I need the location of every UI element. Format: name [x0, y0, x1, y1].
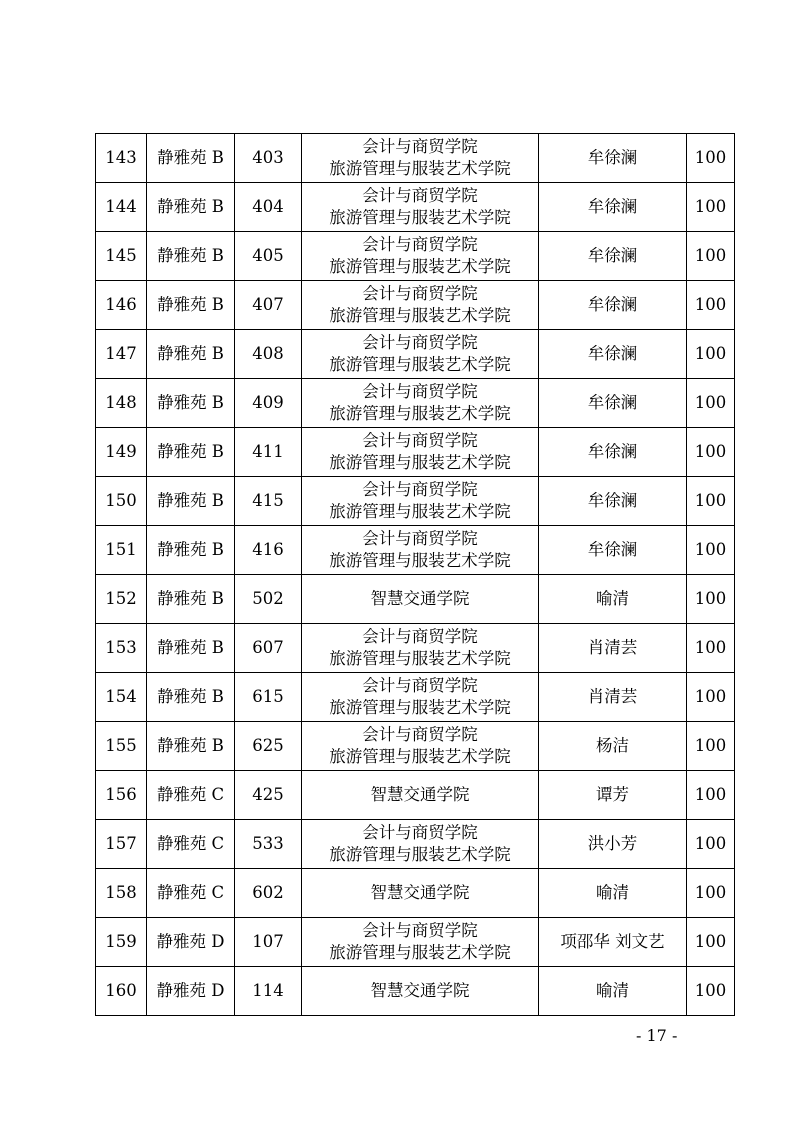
college-name-line: 旅游管理与服装艺术学院: [329, 159, 511, 178]
cell-building: 静雅苑 B: [147, 575, 235, 624]
college-name-line: 旅游管理与服装艺术学院: [329, 208, 511, 227]
table-row: [96, 869, 735, 918]
college-name-line: 旅游管理与服装艺术学院: [329, 747, 511, 766]
cell-score: 100: [687, 134, 735, 183]
cell-room: 602: [235, 869, 302, 918]
cell-college: [302, 771, 539, 820]
cell-number: 151: [96, 526, 147, 575]
college-name-line: 会计与商贸学院: [362, 235, 478, 254]
cell-manager: 牟徐澜: [539, 330, 687, 379]
cell-room: 408: [235, 330, 302, 379]
cell-building: 静雅苑 B: [147, 477, 235, 526]
dormitory-score-table: [95, 133, 735, 1016]
table-row: [96, 379, 735, 428]
college-name-line: 会计与商贸学院: [362, 921, 478, 940]
cell-manager: 牟徐澜: [539, 232, 687, 281]
cell-number: 159: [96, 918, 147, 967]
college-name-line: 旅游管理与服装艺术学院: [329, 943, 511, 962]
cell-building: 静雅苑 B: [147, 722, 235, 771]
cell-manager: 牟徐澜: [539, 134, 687, 183]
table-row: [96, 134, 735, 183]
cell-score: 100: [687, 624, 735, 673]
cell-score: 100: [687, 330, 735, 379]
cell-number: 155: [96, 722, 147, 771]
cell-college: [302, 428, 539, 477]
cell-manager: 肖清芸: [539, 673, 687, 722]
college-name-line: 会计与商贸学院: [362, 333, 478, 352]
college-name-line: 智慧交通学院: [370, 785, 470, 804]
college-name-line: 旅游管理与服装艺术学院: [329, 649, 511, 668]
college-name-line: 旅游管理与服装艺术学院: [329, 257, 511, 276]
table-row: [96, 183, 735, 232]
cell-room: 425: [235, 771, 302, 820]
cell-building: 静雅苑 C: [147, 869, 235, 918]
table-row: [96, 575, 735, 624]
college-name-line: 会计与商贸学院: [362, 529, 478, 548]
college-name-line: 旅游管理与服装艺术学院: [329, 453, 511, 472]
college-name-line: 会计与商贸学院: [362, 676, 478, 695]
cell-room: 615: [235, 673, 302, 722]
cell-score: 100: [687, 477, 735, 526]
table-row: [96, 918, 735, 967]
cell-room: 403: [235, 134, 302, 183]
table-row: [96, 673, 735, 722]
cell-building: 静雅苑 C: [147, 771, 235, 820]
cell-score: 100: [687, 379, 735, 428]
cell-building: 静雅苑 B: [147, 183, 235, 232]
table-row: [96, 820, 735, 869]
college-name-line: 会计与商贸学院: [362, 480, 478, 499]
cell-college: [302, 967, 539, 1016]
cell-room: 533: [235, 820, 302, 869]
cell-score: 100: [687, 281, 735, 330]
cell-college: [302, 183, 539, 232]
cell-college: [302, 330, 539, 379]
cell-building: 静雅苑 B: [147, 526, 235, 575]
college-name-line: 会计与商贸学院: [362, 186, 478, 205]
cell-room: 625: [235, 722, 302, 771]
college-name-line: 旅游管理与服装艺术学院: [329, 502, 511, 521]
cell-room: 404: [235, 183, 302, 232]
cell-number: 149: [96, 428, 147, 477]
table-row: [96, 526, 735, 575]
college-name-line: 会计与商贸学院: [362, 431, 478, 450]
cell-score: 100: [687, 526, 735, 575]
college-name-line: 旅游管理与服装艺术学院: [329, 306, 511, 325]
cell-number: 160: [96, 967, 147, 1016]
cell-manager: 谭芳: [539, 771, 687, 820]
table-row: [96, 722, 735, 771]
cell-score: 100: [687, 183, 735, 232]
cell-number: 146: [96, 281, 147, 330]
cell-building: 静雅苑 B: [147, 624, 235, 673]
cell-building: 静雅苑 D: [147, 918, 235, 967]
cell-number: 152: [96, 575, 147, 624]
cell-room: 502: [235, 575, 302, 624]
cell-manager: 肖清芸: [539, 624, 687, 673]
cell-college: [302, 477, 539, 526]
cell-number: 157: [96, 820, 147, 869]
college-name-line: 智慧交通学院: [370, 883, 470, 902]
table-row: [96, 624, 735, 673]
cell-score: 100: [687, 575, 735, 624]
cell-score: 100: [687, 869, 735, 918]
cell-college: [302, 232, 539, 281]
college-name-line: 旅游管理与服装艺术学院: [329, 355, 511, 374]
cell-number: 154: [96, 673, 147, 722]
cell-number: 150: [96, 477, 147, 526]
table-body: [96, 134, 735, 1016]
cell-number: 147: [96, 330, 147, 379]
cell-score: 100: [687, 967, 735, 1016]
cell-manager: 牟徐澜: [539, 183, 687, 232]
cell-college: [302, 820, 539, 869]
cell-room: 411: [235, 428, 302, 477]
cell-college: [302, 281, 539, 330]
cell-building: 静雅苑 B: [147, 281, 235, 330]
table-row: [96, 771, 735, 820]
cell-number: 144: [96, 183, 147, 232]
cell-building: 静雅苑 D: [147, 967, 235, 1016]
cell-college: [302, 624, 539, 673]
cell-college: [302, 526, 539, 575]
cell-number: 156: [96, 771, 147, 820]
cell-number: 153: [96, 624, 147, 673]
cell-manager: 牟徐澜: [539, 281, 687, 330]
cell-building: 静雅苑 B: [147, 379, 235, 428]
college-name-line: 旅游管理与服装艺术学院: [329, 845, 511, 864]
cell-manager: 项邵华 刘文艺: [539, 918, 687, 967]
cell-score: 100: [687, 771, 735, 820]
table-row: [96, 330, 735, 379]
cell-building: 静雅苑 B: [147, 134, 235, 183]
cell-building: 静雅苑 B: [147, 428, 235, 477]
cell-college: [302, 722, 539, 771]
cell-manager: 牟徐澜: [539, 379, 687, 428]
cell-building: 静雅苑 B: [147, 673, 235, 722]
college-name-line: 旅游管理与服装艺术学院: [329, 698, 511, 717]
cell-college: [302, 575, 539, 624]
cell-college: [302, 918, 539, 967]
cell-manager: 牟徐澜: [539, 526, 687, 575]
college-name-line: 会计与商贸学院: [362, 137, 478, 156]
cell-score: 100: [687, 820, 735, 869]
cell-college: [302, 869, 539, 918]
college-name-line: 旅游管理与服装艺术学院: [329, 551, 511, 570]
cell-building: 静雅苑 B: [147, 330, 235, 379]
cell-manager: 洪小芳: [539, 820, 687, 869]
page-number: - 17 -: [636, 1026, 678, 1045]
cell-number: 158: [96, 869, 147, 918]
college-name-line: 智慧交通学院: [370, 981, 470, 1000]
cell-room: 405: [235, 232, 302, 281]
table-row: [96, 232, 735, 281]
college-name-line: 智慧交通学院: [370, 589, 470, 608]
cell-number: 148: [96, 379, 147, 428]
cell-manager: 牟徐澜: [539, 477, 687, 526]
cell-score: 100: [687, 918, 735, 967]
cell-score: 100: [687, 722, 735, 771]
cell-building: 静雅苑 C: [147, 820, 235, 869]
college-name-line: 会计与商贸学院: [362, 284, 478, 303]
college-name-line: 会计与商贸学院: [362, 823, 478, 842]
cell-score: 100: [687, 232, 735, 281]
cell-score: 100: [687, 428, 735, 477]
cell-college: [302, 134, 539, 183]
cell-room: 415: [235, 477, 302, 526]
cell-score: 100: [687, 673, 735, 722]
cell-college: [302, 379, 539, 428]
cell-number: 145: [96, 232, 147, 281]
table-row: [96, 477, 735, 526]
table-row: [96, 967, 735, 1016]
table-row: [96, 281, 735, 330]
cell-room: 107: [235, 918, 302, 967]
cell-manager: 杨洁: [539, 722, 687, 771]
cell-building: 静雅苑 B: [147, 232, 235, 281]
cell-room: 409: [235, 379, 302, 428]
college-name-line: 会计与商贸学院: [362, 725, 478, 744]
table-row: [96, 428, 735, 477]
cell-room: 114: [235, 967, 302, 1016]
cell-number: 143: [96, 134, 147, 183]
cell-manager: 喻清: [539, 575, 687, 624]
college-name-line: 会计与商贸学院: [362, 382, 478, 401]
cell-manager: 牟徐澜: [539, 428, 687, 477]
cell-manager: 喻清: [539, 967, 687, 1016]
cell-manager: 喻清: [539, 869, 687, 918]
cell-college: [302, 673, 539, 722]
cell-room: 407: [235, 281, 302, 330]
cell-room: 416: [235, 526, 302, 575]
college-name-line: 会计与商贸学院: [362, 627, 478, 646]
college-name-line: 旅游管理与服装艺术学院: [329, 404, 511, 423]
cell-room: 607: [235, 624, 302, 673]
